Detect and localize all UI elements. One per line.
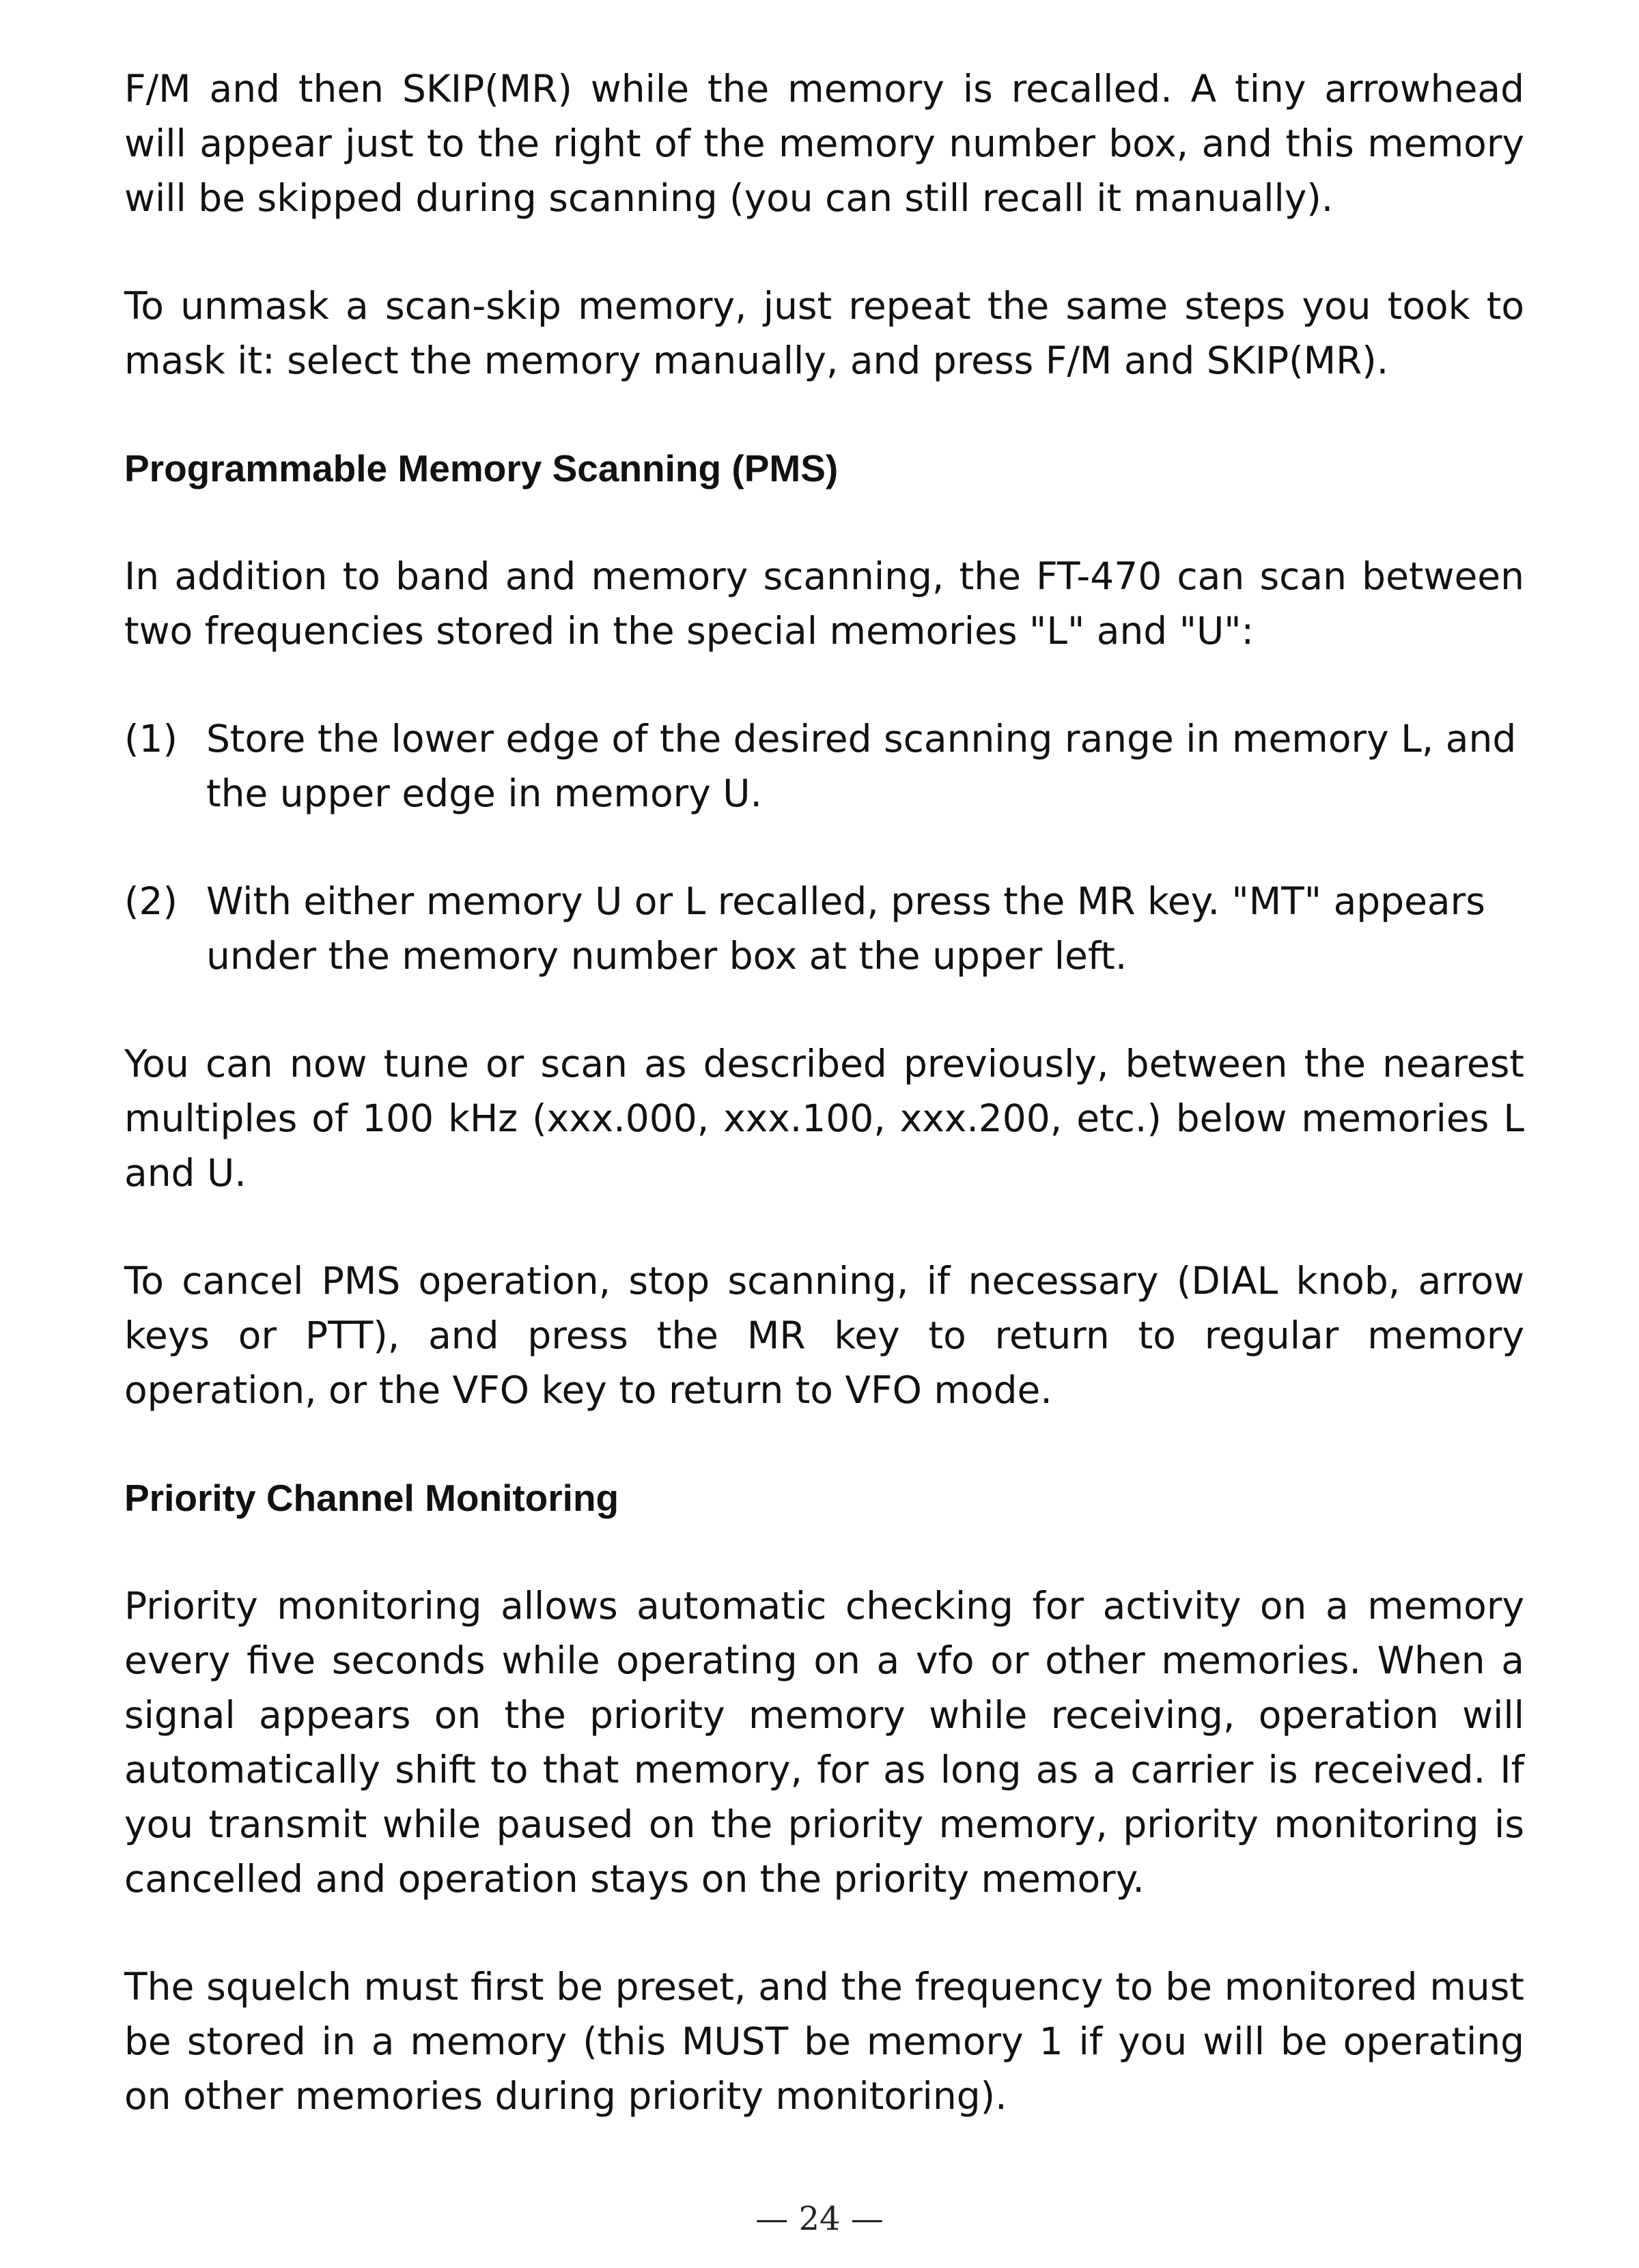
paragraph-unmask-memory: To unmask a scan-skip memory, just repeat the same steps you took to mask it: select the memory manually, and press F/M and SKIP(MR). <box>124 284 1524 382</box>
paragraph-cancel-pms: To cancel PMS operation, stop scanning, if necessary (DIAL knob, arrow keys or PTT), and press the MR key to return to regular memory operation, or the VFO key to return to VFO mode. <box>124 1259 1524 1412</box>
list-item-number: (2) <box>124 879 178 923</box>
list-item-number: (1) <box>124 717 178 761</box>
page-number: — 24 — <box>755 2200 884 2238</box>
paragraph-priority-intro: Priority monitoring allows automatic checking for activity on a memory every five seconds while operating on a vfo or other memories. When a signal appears on the priority memory while receiving, operation will automatically shift to that memory, for as long as a carrier is received. If you transmit while paused on the priority memory, priority monitoring is cancelled and operation stays on the priority memory. <box>124 1584 1524 1901</box>
list-item-1 <box>124 711 1524 821</box>
list-item-2 <box>124 874 1524 983</box>
document-page <box>124 61 1524 2123</box>
paragraph-squelch: The squelch must first be preset, and the frequency to be monitored must be stored in a memory (this MUST be memory 1 if you will be operating on other memories during priority monitoring). <box>124 1965 1524 2118</box>
paragraph-skip-memory: F/M and then SKIP(MR) while the memory is recalled. A tiny arrowhead will appear just to the right of the memory number box, and this memory will be skipped during scanning (you can still recall it manually). <box>124 67 1524 220</box>
heading-priority-monitoring: Priority Channel Monitoring <box>124 1477 619 1519</box>
list-item-text: Store the lower edge of the desired scanning range in memory L, and the upper edge in memory U. <box>206 717 1517 815</box>
paragraph-pms-intro: In addition to band and memory scanning, the FT-470 can scan between two frequencies stored in the special memories "L" and "U": <box>124 554 1524 653</box>
list-item-text: With either memory U or L recalled, press the MR key. "MT" appears under the memory number box at the upper left. <box>206 879 1485 978</box>
heading-pms: Programmable Memory Scanning (PMS) <box>124 447 839 490</box>
paragraph-tune-scan: You can now tune or scan as described previously, between the nearest multiples of 100 kHz (xxx.000, xxx.100, xxx.200, etc.) below memories L and U. <box>124 1042 1524 1195</box>
